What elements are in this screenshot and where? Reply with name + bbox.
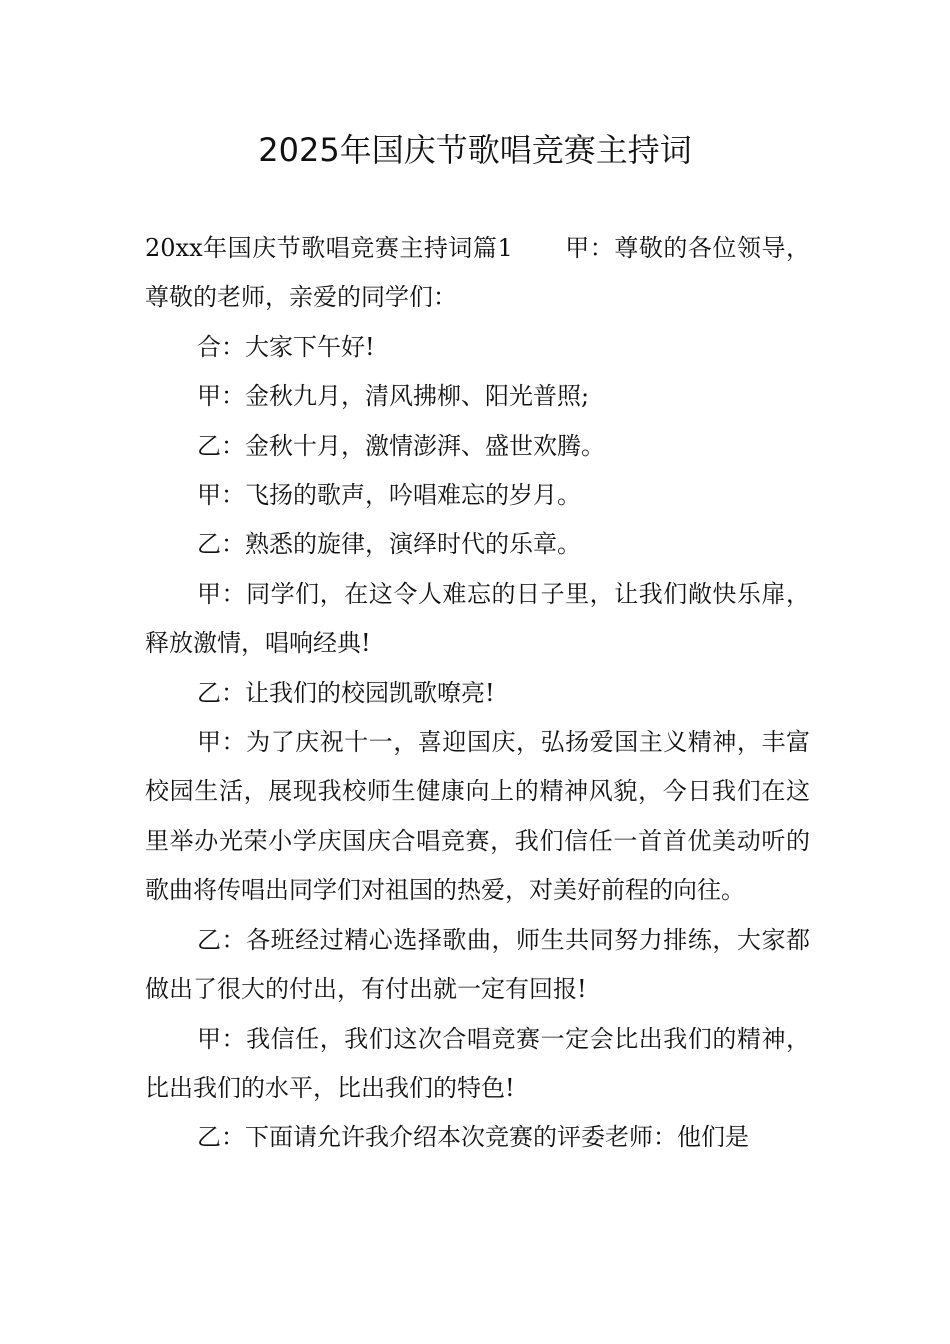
document-body	[145, 224, 810, 1163]
intro-text: 甲：尊敬的各位领导，尊敬的老师，亲爱的同学们：	[145, 234, 810, 312]
paragraph: 甲：我信任，我们这次合唱竞赛一定会比出我们的精神，比出我们的水平，比出我们的特色!	[145, 1024, 810, 1102]
document-title: 2025年国庆节歌唱竞赛主持词	[258, 131, 692, 169]
paragraph: 乙：让我们的校园凯歌嘹亮!	[197, 678, 495, 707]
paragraph: 乙：金秋十月，激情澎湃、盛世欢腾。	[197, 431, 605, 460]
paragraph: 甲：金秋九月，清风拂柳、阳光普照;	[197, 382, 590, 411]
section-heading: 20xx年国庆节歌唱竞赛主持词篇1	[145, 234, 513, 262]
paragraph: 合：大家下午好!	[197, 332, 375, 361]
paragraph: 乙：下面请允许我介绍本次竞赛的评委老师：他们是	[197, 1123, 749, 1152]
paragraph: 甲：为了庆祝十一，喜迎国庆，弘扬爱国主义精神，丰富校园生活，展现我校师生健康向上的精神风貌，今日我们在这里举办光荣小学庆国庆合唱竞赛，我们信任一首首优美动听的歌曲将传唱出同学们对祖国的热爱，对美好前程的向往。	[145, 728, 810, 905]
paragraph: 乙：各班经过精心选择歌曲，师生共同努力排练，大家都做出了很大的付出，有付出就一定有回报!	[145, 925, 810, 1004]
paragraph: 甲：同学们，在这令人难忘的日子里，让我们敞快乐扉，释放激情，唱响经典!	[145, 579, 810, 658]
paragraph-intro	[145, 224, 810, 323]
paragraph: 甲：飞扬的歌声，吟唱难忘的岁月。	[197, 481, 581, 510]
paragraph: 乙：熟悉的旋律，演绎时代的乐章。	[197, 530, 581, 559]
